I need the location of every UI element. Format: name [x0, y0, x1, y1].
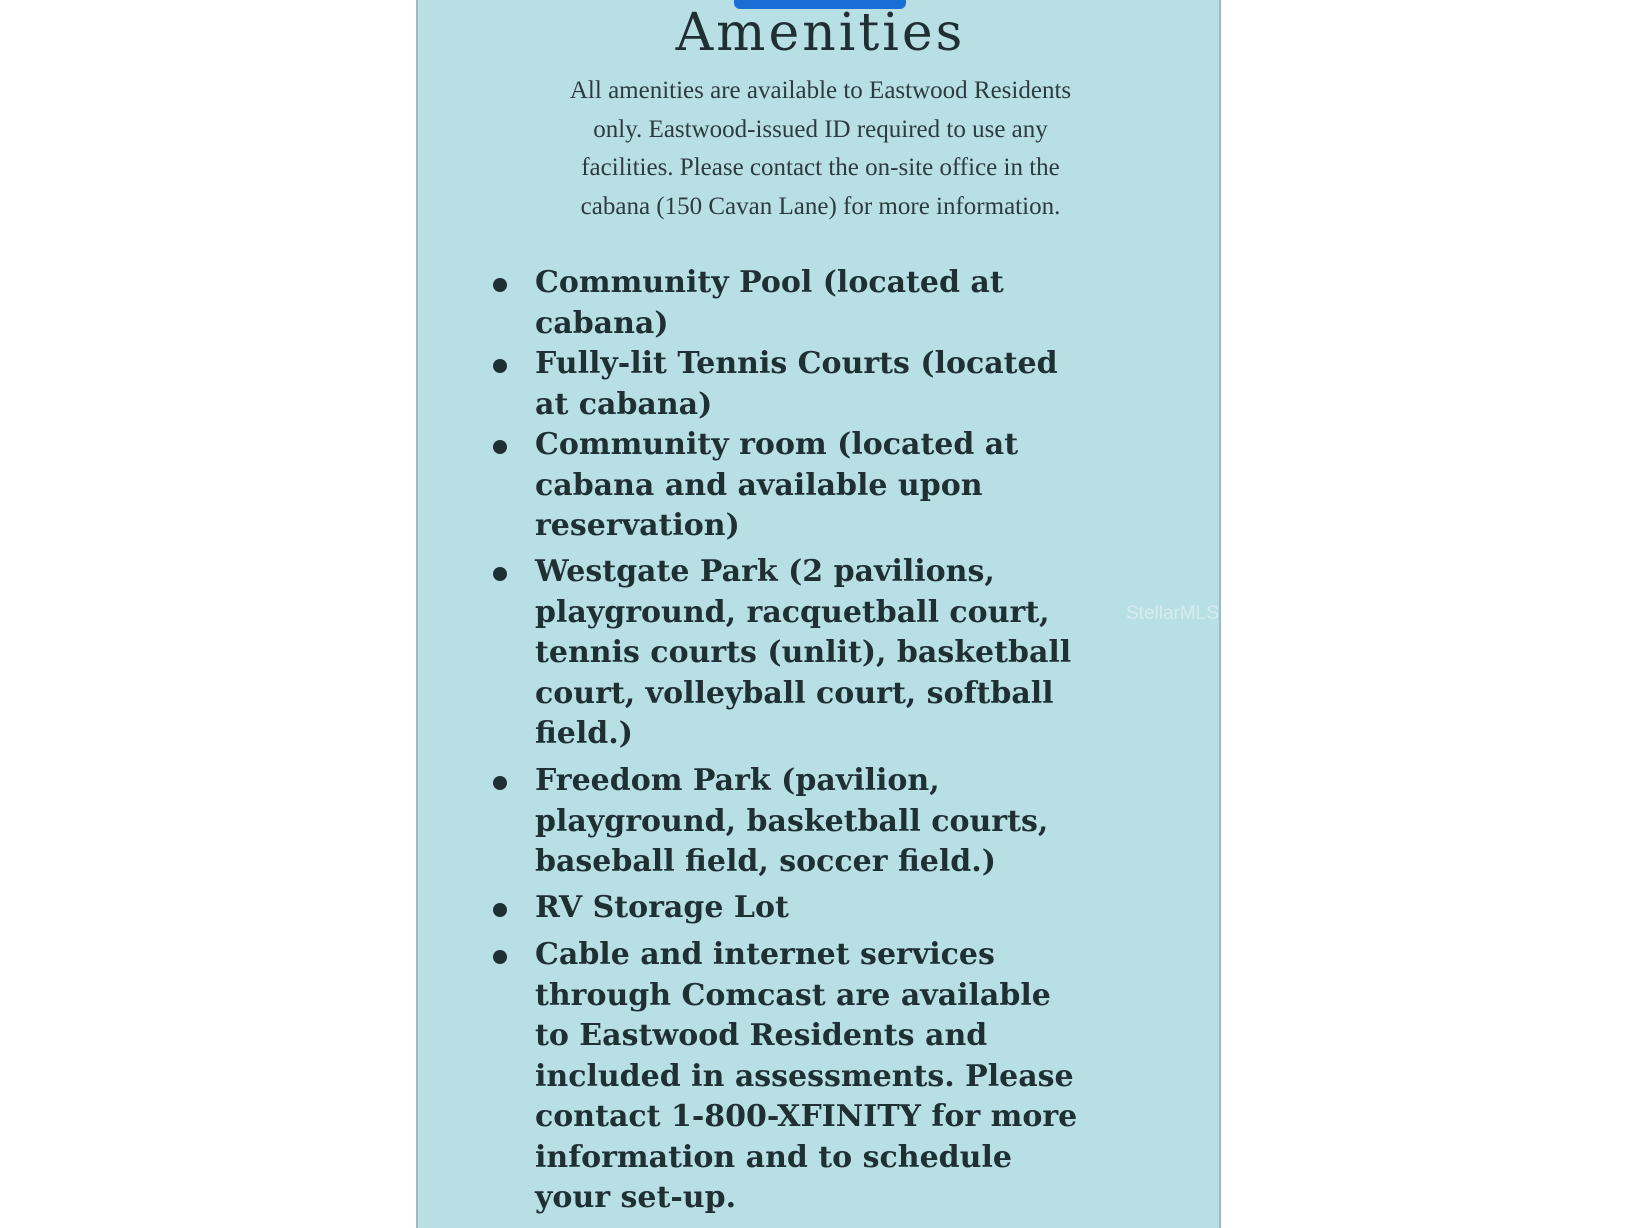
- page-title: Amenities: [675, 3, 966, 63]
- watermark-text: StellarMLS: [1126, 603, 1219, 624]
- list-item-text: RV Storage Lot: [535, 890, 789, 925]
- bullet-icon: [493, 950, 507, 964]
- intro-paragraph: All amenities are available to Eastwood Residents only. Eastwood-issued ID required to use any facilities. Please contact the on-site office in the cabana (150 Cavan Lane) for more information.: [569, 77, 1072, 220]
- amenities-panel: [416, 0, 1221, 1228]
- bullet-icon: [493, 440, 507, 454]
- list-item-text: Westgate Park (2 pavilions, playground, racquetball court, tennis courts (unlit), basketball court, volleyball court, softball field.): [535, 554, 1072, 751]
- bullet-icon: [493, 776, 507, 790]
- list-item-text: Community Pool (located at cabana): [535, 265, 1004, 341]
- list-item-text: Freedom Park (pavilion, playground, basketball courts, baseball field, soccer field.): [535, 763, 1049, 879]
- list-item-text: Community room (located at cabana and available upon reservation): [535, 427, 1019, 543]
- list-item-text: Fully-lit Tennis Courts (located at cabana): [535, 346, 1058, 422]
- bullet-icon: [493, 567, 507, 581]
- bullet-icon: [493, 359, 507, 373]
- bullet-icon: [493, 278, 507, 292]
- list-item-text: Cable and internet services through Comcast are available to Eastwood Residents and included in assessments. Please contact 1-800-XFINITY for more information and to schedule your set-up.: [535, 937, 1078, 1215]
- bullet-icon: [493, 903, 507, 917]
